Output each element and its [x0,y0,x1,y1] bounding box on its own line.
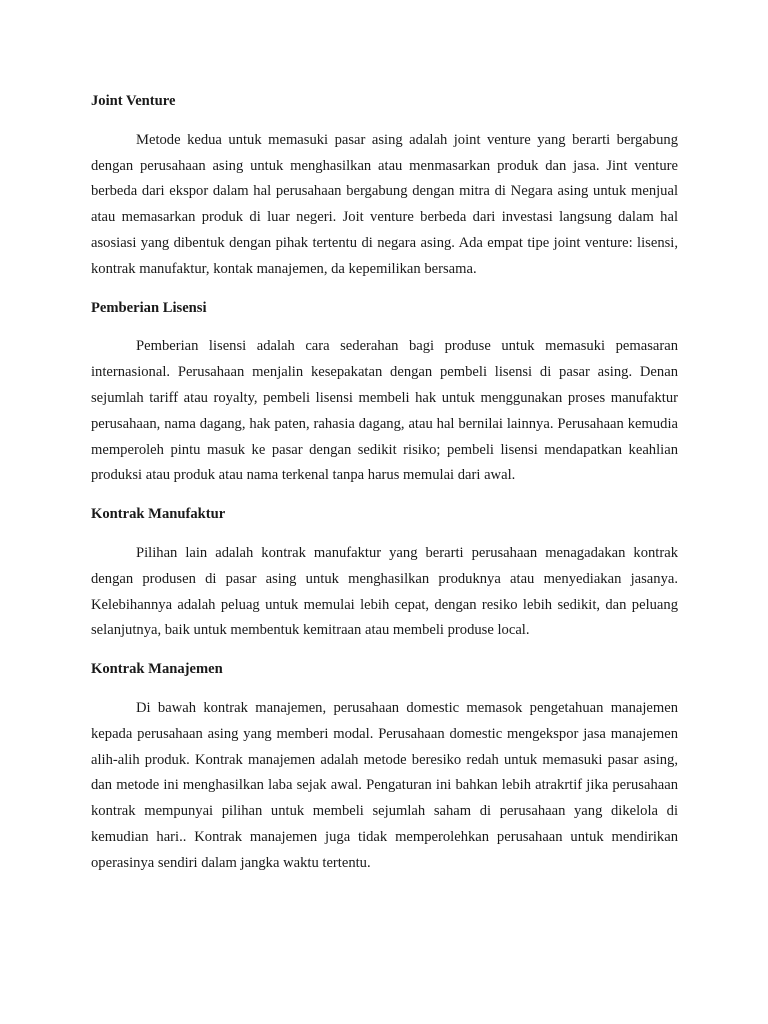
document-page [91,89,678,890]
section-body-joint-venture: Metode kedua untuk memasuki pasar asing adalah joint venture yang berarti bergabung dengan perusahaan asing untuk menghasilkan atau menmasarkan produk dan jasa. Jint venture berbeda dari ekspor dalam hal perusahaan bergabung dengan mitra di Negara asing untuk menjual atau memasarkan produk di luar negeri. Joit venture berbeda dari investasi langsung dalam hal asosiasi yang dibentuk dengan pihak tertentu di negara asing. Ada empat tipe joint venture: lisensi, kontrak manufaktur, kontak manajemen, da kepemilikan bersama. [91,131,678,277]
section-heading-kontrak-manufaktur: Kontrak Manufaktur [91,506,226,523]
section-body-pemberian-lisensi: Pemberian lisensi adalah cara sederahan bagi produse untuk memasuki pemasaran internasional. Perusahaan menjalin kesepakatan dengan pembeli lisensi di pasar asing. Denan sejumlah tariff atau royalty, pembeli lisensi membeli hak untuk menggunakan proses manufaktur perusahaan, nama dagang, hak paten, rahasia dagang, atau hal bernilai lainnya. Perusahaan kemudia memperoleh pintu masuk ke pasar dengan sedikit risiko; pembeli lisensi mendapatkan keahlian produksi atau produk atau nama terkenal tanpa harus memulai dari awal. [91,338,678,484]
section-heading-joint-venture: Joint Venture [91,93,176,109]
section-body-kontrak-manajemen: Di bawah kontrak manajemen, perusahaan domestic memasok pengetahuan manajemen kepada perusahaan asing yang memberi modal. Perusahaan domestic mengekspor jasa manajemen alih-alih produk. Kontrak manajemen adalah metode beresiko redah untuk memasuki pasar asing, dan metode ini menghasilkan laba sejak awal. Pengaturan ini bahkan lebih atrakrtif jika perusahaan kontrak mempunyai pilihan untuk membeli sejumlah saham di perusahaan yang dikelola di kemudian hari.. Kontrak manajemen juga tidak memperolehkan perusahaan untuk mendirikan operasinya sendiri dalam jangka waktu tertentu. [91,699,678,871]
section-body-kontrak-manufaktur: Pilihan lain adalah kontrak manufaktur yang berarti perusahaan menagadakan kontrak dengan produsen di pasar asing untuk menghasilkan produknya atau menyediakan jasanya. Kelebihannya adalah peluag untuk memulai lebih cepat, dengan resiko lebih sedikit, dan peluang selanjutnya, baik untuk membentuk kemitraan atau membeli produse local. [91,544,678,639]
section-heading-kontrak-manajemen: Kontrak Manajemen [91,661,223,678]
section-heading-pemberian-lisensi: Pemberian Lisensi [91,299,207,316]
